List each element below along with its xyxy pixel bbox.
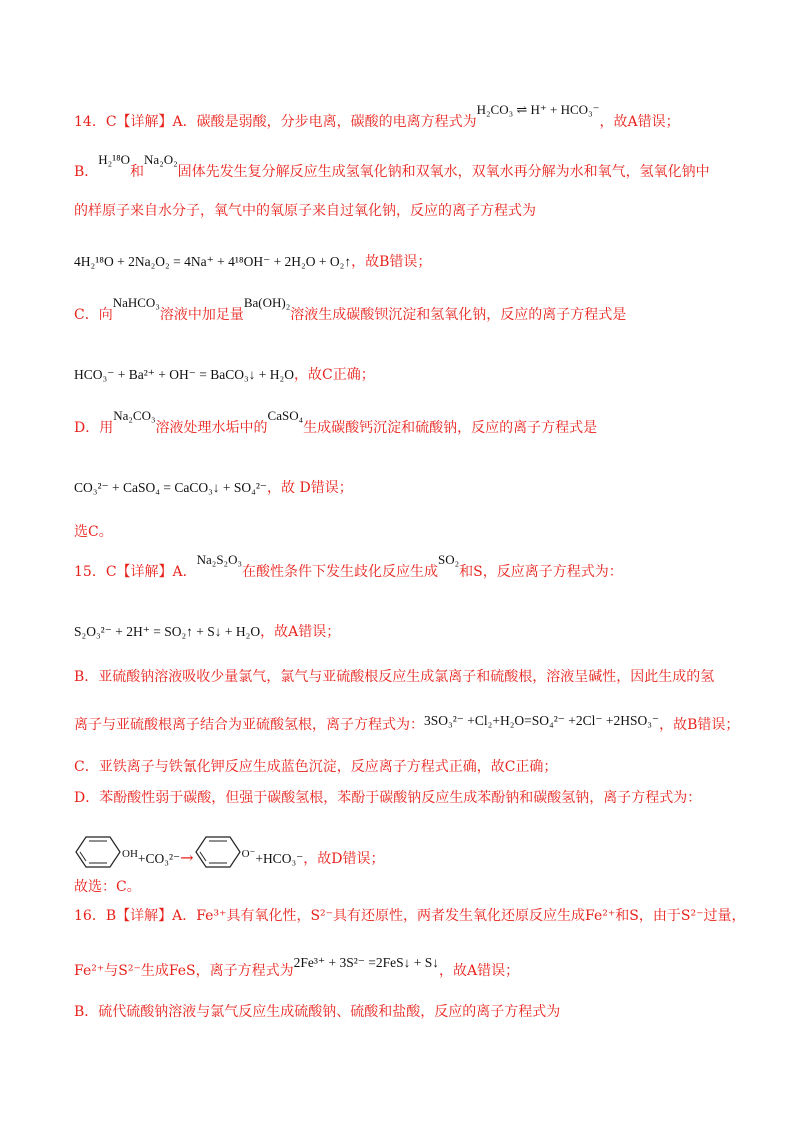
- q14-b-and: 和: [130, 164, 145, 180]
- q14-line-b3: [74, 252, 740, 272]
- q14-b-text1: 固体先发生复分解反应生成氢氧化钠和双氧水，双氧水再分解为水和氧气，氢氧化钠中: [177, 164, 710, 180]
- q15-line-a2: [74, 622, 740, 642]
- q14-c-text2: 溶液生成碳酸钡沉淀和氢氧化钠，反应的离子方程式是: [290, 307, 627, 323]
- q15-a-reagent: Na₂S₂O₃: [196, 552, 243, 567]
- q14-c-text1: 溶液中加足量: [159, 307, 244, 323]
- q15-tail-a: ，故A错误；: [260, 624, 341, 640]
- q15-line-a1: [74, 552, 740, 582]
- q14-line-d2: [74, 478, 740, 498]
- q16-line-a1: 16．B【详解】A．Fe³⁺具有氧化性，S²⁻具有还原性，两者发生氧化还原反应生成Fe²⁺和S，由于S²⁻过量，: [74, 908, 746, 924]
- q16-tail-a: ，故A错误；: [439, 963, 520, 979]
- q14-line-b1: [74, 152, 740, 182]
- q14-d-prefix: D．用: [74, 420, 114, 436]
- q16-eq-a: 2Fe³⁺ + 3S²⁻ =2FeS↓ + S↓: [293, 955, 439, 970]
- q15-line-c: C．亚铁离子与铁氰化钾反应生成蓝色沉淀，反应离子方程式正确，故C正确；: [74, 759, 558, 775]
- q16-a-text2: Fe²⁺与S²⁻生成FeS，离子方程式为: [74, 963, 294, 979]
- q15-a-text1: 在酸性条件下发生歧化反应生成: [242, 564, 439, 580]
- q15-eq-d-co3: CO₃²⁻: [145, 851, 181, 866]
- q15-a-reagent2: SO₂: [438, 552, 460, 567]
- q14-tail-a: ，故A错误；: [599, 114, 680, 130]
- q14-b-reagent2: Na₂O₂: [144, 152, 178, 167]
- q14-d-reagent1: Na₂CO₃: [113, 408, 156, 423]
- q15-line-b1: B．亚硫酸钠溶液吸收少量氯气，氯气与亚硫酸根反应生成氯离子和硫酸根，溶液呈碱性，因此生成的氢: [74, 669, 715, 685]
- q15-eq-d-oh: OH: [122, 848, 138, 860]
- q14-c-reagent1: NaHCO₃: [112, 295, 160, 310]
- q14-head: 14．C【详解】A．碳酸是弱酸，分步电离，碳酸的电离方程式为: [74, 114, 477, 130]
- q14-b-prefix: B．: [74, 164, 99, 180]
- q14-line-b2: [74, 201, 740, 221]
- q15-eq-d-plus2: +: [255, 851, 263, 866]
- q15-line-b2: [74, 715, 740, 735]
- q14-c-prefix: C．向: [74, 307, 113, 323]
- q14-tail-b: ，故B错误；: [351, 254, 432, 270]
- q15-eq-d-hco3: HCO₃⁻: [262, 851, 304, 866]
- q15-eq-a: S₂O₃²⁻ + 2H⁺ = SO₂↑ + S↓ + H₂O: [74, 624, 261, 639]
- q14-line-a: [74, 102, 740, 132]
- q15-answer: 故选：C。: [74, 879, 141, 895]
- q15-eq-d: [74, 834, 740, 870]
- q14-eq-c: HCO₃⁻ + Ba²⁺ + OH⁻ = BaCO₃↓ + H₂O: [74, 367, 294, 382]
- q14-line-d1: [74, 408, 740, 438]
- q15-head: 15．C【详解】A．: [74, 564, 197, 580]
- q14-line-c1: [74, 295, 740, 325]
- q14-b-text2: 的样原子来自水分子，氧气中的氧原子来自过氧化钠，反应的离子方程式为: [74, 203, 536, 219]
- q16-line-a2: [74, 955, 740, 981]
- q15-eq-b: 3SO₃²⁻ +Cl₂+H₂O=SO₄²⁻ +2Cl⁻ +2HSO₃⁻: [424, 713, 660, 728]
- q15-line-d: D．苯酚酸性弱于碳酸，但强于碳酸氢根，苯酚于碳酸钠反应生成苯酚钠和碳酸氢钠，离子方程式为：: [74, 790, 702, 806]
- q14-line-c2: [74, 365, 740, 385]
- q15-b-text2: 离子与亚硫酸根离子结合为亚硫酸氢根，离子方程式为：: [74, 717, 424, 733]
- q14-d-reagent2: CaSO₄: [267, 408, 304, 423]
- q15-eq-d-o: O⁻: [241, 848, 256, 860]
- q14-c-reagent2: Ba(OH)₂: [243, 295, 291, 310]
- q15-tail-d: ，故D错误；: [303, 851, 385, 867]
- q15-a-text2: 和S，反应离子方程式为：: [459, 564, 623, 580]
- q14-d-text1: 溶液处理水垢中的: [155, 420, 268, 436]
- q15-tail-b: ，故B错误；: [659, 717, 740, 733]
- q14-tail-c: ，故C正确；: [294, 367, 375, 383]
- q14-eq-d: CO₃²⁻ + CaSO₄ = CaCO₃↓ + SO₄²⁻: [74, 480, 268, 495]
- q16-line-b: B．硫代硫酸钠溶液与氯气反应生成硫酸钠、硫酸和盐酸，反应的离子方程式为: [74, 1004, 561, 1020]
- q15-eq-d-plus1: +: [137, 851, 146, 866]
- q14-answer: 选C。: [74, 524, 113, 540]
- q14-b-reagent1: H₂¹⁸O: [98, 152, 131, 167]
- q14-tail-d: ，故 D错误；: [267, 480, 353, 496]
- q14-eq-a: H₂CO₃ ⇌ H⁺ + HCO₃⁻: [476, 102, 600, 117]
- q15-eq-d-arrow: →: [180, 848, 194, 867]
- q14-d-text2: 生成碳酸钙沉淀和硫酸钠，反应的离子方程式是: [303, 420, 598, 436]
- q14-eq-b: 4H₂¹⁸O + 2Na₂O₂ = 4Na⁺ + 4¹⁸OH⁻ + 2H₂O + O₂↑: [74, 254, 352, 269]
